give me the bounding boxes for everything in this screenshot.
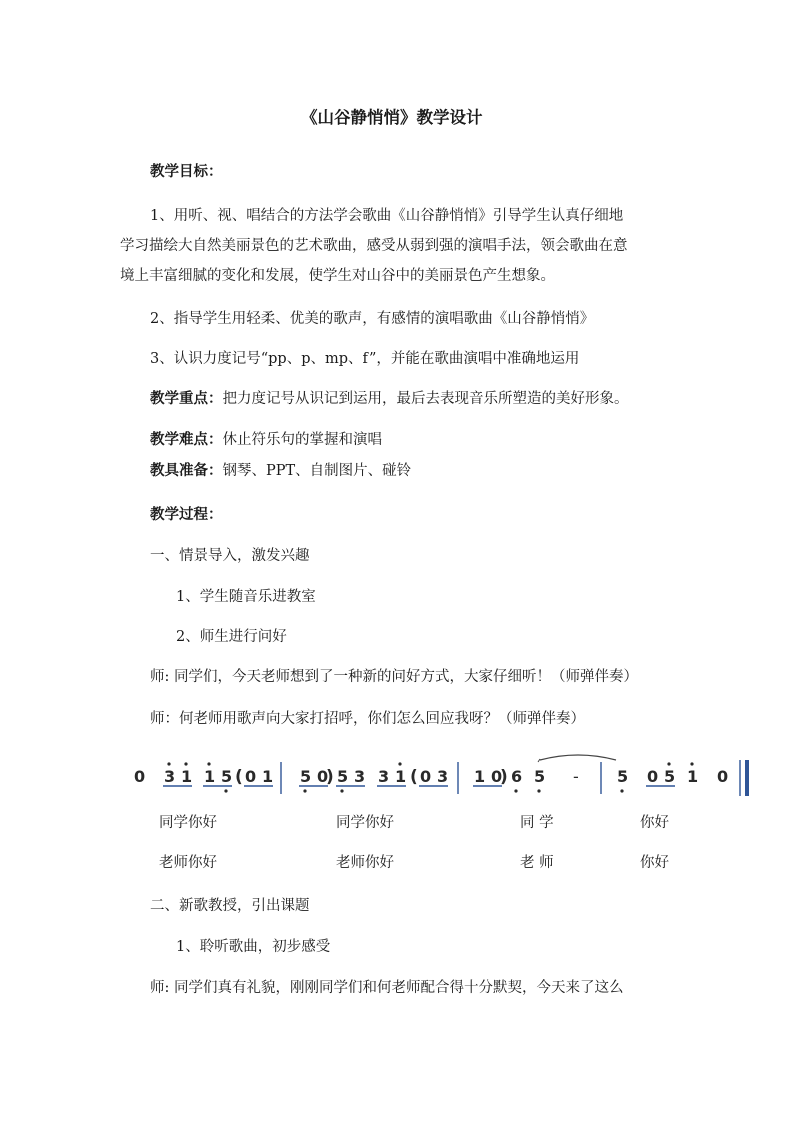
lyric-row2-1: 老师你好 xyxy=(159,855,217,871)
octave-dot xyxy=(167,762,170,765)
notation-symbol: 5 xyxy=(664,767,676,786)
notation-symbol: ) xyxy=(326,767,334,787)
lyric-row1-1: 同学你好 xyxy=(159,815,217,831)
notation-symbol: 0 xyxy=(717,767,729,786)
teacher-line-1: 师: 同学们，今天老师想到了一种新的问好方式，大家仔细听！（师弹伴奏） xyxy=(150,669,638,685)
notation-symbol: 5 xyxy=(337,767,349,786)
difficulty-label: 教学难点： xyxy=(150,431,223,448)
notation-symbol: 0 xyxy=(134,767,146,786)
notation-symbol: 3 xyxy=(354,767,366,786)
octave-dot xyxy=(224,789,227,792)
tie-tick xyxy=(538,759,540,762)
objective-1-line-3: 境上丰富细腻的变化和发展，使学生对山谷中的美丽景色产生想象。 xyxy=(120,268,555,284)
notation-symbol: ) xyxy=(500,767,508,787)
materials xyxy=(150,461,411,481)
notation-symbol: ( xyxy=(410,767,418,787)
step-2: 2、师生进行问好 xyxy=(176,629,287,645)
key-point xyxy=(150,389,629,409)
notation-symbol: 1 xyxy=(262,767,274,786)
notation-symbol: 1 xyxy=(474,767,486,786)
process-heading: 教学过程： xyxy=(150,506,223,523)
notation-symbol: 0 xyxy=(317,767,329,786)
notation-symbol: 3 xyxy=(164,767,176,786)
notation-symbol: 5 xyxy=(221,767,233,786)
octave-dot xyxy=(340,789,343,792)
section-2-heading: 二、新歌教授，引出课题 xyxy=(150,898,310,914)
lyric-row2-4: 你好 xyxy=(640,855,669,871)
teacher-line-3: 师: 同学们真有礼貌，刚刚同学们和何老师配合得十分默契，今天来了这么 xyxy=(150,980,624,996)
notation-svg xyxy=(128,748,754,804)
lyric-row2-2: 老师你好 xyxy=(336,855,394,871)
notation-symbol: ( xyxy=(235,767,243,787)
octave-dot xyxy=(398,762,401,765)
materials-label: 教具准备： xyxy=(150,462,223,479)
notation-symbol: 5 xyxy=(300,767,312,786)
materials-text: 钢琴、PPT、自制图片、碰铃 xyxy=(222,463,412,479)
key-point-text: 把力度记号从识记到运用，最后去表现音乐所塑造的美好形象。 xyxy=(222,391,629,407)
section-1-heading: 一、情景导入，激发兴趣 xyxy=(150,548,310,564)
lyric-row1-2: 同学你好 xyxy=(336,815,394,831)
octave-dot xyxy=(184,762,187,765)
octave-dot xyxy=(667,762,670,765)
objective-1-line-1: 1、用听、视、唱结合的方法学会歌曲《山谷静悄悄》引导学生认真仔细地 xyxy=(150,208,624,224)
notation-symbol: 6 xyxy=(511,767,523,786)
octave-dot xyxy=(620,789,623,792)
key-point-label: 教学重点： xyxy=(150,390,223,407)
objective-3: 3、认识力度记号“pp、p、mp、f”，并能在歌曲演唱中准确地运用 xyxy=(150,351,580,367)
notation-symbol: 1 xyxy=(395,767,407,786)
lyric-row2-3: 老 师 xyxy=(520,855,554,871)
octave-dot xyxy=(514,789,517,792)
document-title: 《山谷静悄悄》教学设计 xyxy=(301,108,483,127)
notation-symbol: 0 xyxy=(245,767,257,786)
notation-symbol: 5 xyxy=(534,767,546,786)
notation-symbol: - xyxy=(573,767,579,786)
objective-2: 2、指导学生用轻柔、优美的歌声，有感情的演唱歌曲《山谷静悄悄》 xyxy=(150,311,595,327)
objective-1-line-2: 学习描绘大自然美丽景色的艺术歌曲，感受从弱到强的演唱手法，领会歌曲在意 xyxy=(120,238,628,254)
notation-symbol: 1 xyxy=(181,767,193,786)
step-3: 1、聆听歌曲，初步感受 xyxy=(176,939,331,955)
difficulty xyxy=(150,430,382,450)
octave-dot xyxy=(537,789,540,792)
notation-symbol: 5 xyxy=(617,767,629,786)
tie-arc xyxy=(540,755,616,760)
octave-dot xyxy=(303,789,306,792)
notation-symbol: 1 xyxy=(687,767,699,786)
final-bar-thick xyxy=(745,760,749,796)
teacher-line-2: 师：何老师用歌声向大家打招呼，你们怎么回应我呀？（师弹伴奏） xyxy=(150,711,585,727)
octave-dot xyxy=(207,762,210,765)
lyric-row1-3: 同 学 xyxy=(520,815,554,831)
octave-dot xyxy=(690,762,693,765)
notation-symbol: 3 xyxy=(437,767,449,786)
notation-symbol: 3 xyxy=(378,767,390,786)
step-1: 1、学生随音乐进教室 xyxy=(176,589,316,605)
notation-symbol: 0 xyxy=(491,767,503,786)
notation-symbol: 0 xyxy=(647,767,659,786)
notation-symbol: 0 xyxy=(420,767,432,786)
notation-symbol: 1 xyxy=(204,767,216,786)
lyric-row1-4: 你好 xyxy=(640,815,669,831)
jianpu-notation xyxy=(128,748,754,804)
difficulty-text: 休止符乐句的掌握和演唱 xyxy=(222,432,382,448)
objectives-heading: 教学目标： xyxy=(150,163,223,180)
